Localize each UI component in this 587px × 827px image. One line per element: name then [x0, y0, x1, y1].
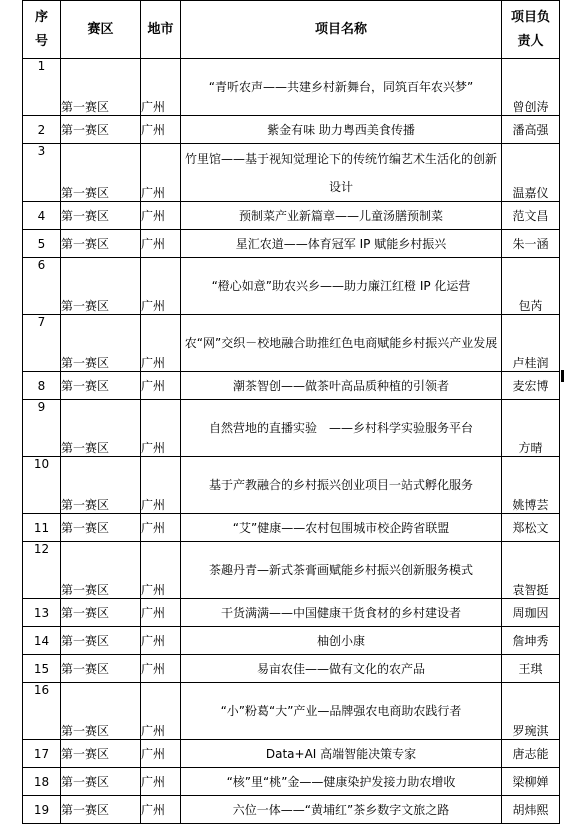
header-leader: 项目负责人: [502, 1, 560, 59]
row-city: 广州: [141, 655, 181, 683]
row-number: 19: [23, 796, 61, 824]
row-number: 2: [23, 116, 61, 144]
row-leader: 唐志能: [502, 740, 560, 768]
row-number: 3: [23, 144, 61, 202]
row-project-name: 竹里馆——基于视知觉理论下的传统竹编艺术生活化的创新设计: [181, 144, 502, 202]
row-project-name: “青听农声——共建乡村新舞台，同筑百年农兴梦”: [181, 59, 502, 116]
row-number: 18: [23, 768, 61, 796]
row-leader: 郑松文: [502, 514, 560, 542]
row-project-name: 茶趣丹青—新式茶膏画赋能乡村振兴创新服务模式: [181, 542, 502, 599]
row-leader: 周珈因: [502, 599, 560, 627]
row-project-name: “橙心如意”助农兴乡——助力廉江红橙 IP 化运营: [181, 258, 502, 315]
row-leader: 曾创涛: [502, 59, 560, 116]
row-project-name: Data+AI 高端智能决策专家: [181, 740, 502, 768]
row-division: 第一赛区: [61, 655, 141, 683]
row-leader: 范文昌: [502, 202, 560, 230]
row-leader: 潘高强: [502, 116, 560, 144]
row-project-name: 星汇农道——体育冠军 IP 赋能乡村振兴: [181, 230, 502, 258]
table-row: [23, 400, 560, 457]
row-city: 广州: [141, 627, 181, 655]
row-leader: 包芮: [502, 258, 560, 315]
row-division: 第一赛区: [61, 202, 141, 230]
row-project-name: 易亩农佳——做有文化的农产品: [181, 655, 502, 683]
row-city: 广州: [141, 372, 181, 400]
row-city: 广州: [141, 258, 181, 315]
row-division: 第一赛区: [61, 683, 141, 740]
header-project: 项目名称: [181, 1, 502, 59]
row-division: 第一赛区: [61, 230, 141, 258]
row-division: 第一赛区: [61, 315, 141, 372]
row-number: 9: [23, 400, 61, 457]
header-division: 赛区: [61, 1, 141, 59]
row-number: 17: [23, 740, 61, 768]
table-row: [23, 796, 560, 824]
row-city: 广州: [141, 514, 181, 542]
table-row: [23, 59, 560, 116]
row-project-name: 农“网”交织－校地融合助推红色电商赋能乡村振兴产业发展: [181, 315, 502, 372]
row-project-name: 柚创小康: [181, 627, 502, 655]
row-number: 6: [23, 258, 61, 315]
row-division: 第一赛区: [61, 258, 141, 315]
row-leader: 方晴: [502, 400, 560, 457]
row-city: 广州: [141, 542, 181, 599]
row-leader: 詹坤秀: [502, 627, 560, 655]
row-number: 7: [23, 315, 61, 372]
row-number: 1: [23, 59, 61, 116]
table-row: [23, 315, 560, 372]
row-number: 5: [23, 230, 61, 258]
project-table: [22, 0, 560, 824]
row-division: 第一赛区: [61, 59, 141, 116]
row-division: 第一赛区: [61, 740, 141, 768]
table-row: [23, 372, 560, 400]
row-project-name: 六位一体——“黄埔红”茶乡数字文旅之路: [181, 796, 502, 824]
row-city: 广州: [141, 315, 181, 372]
row-leader: 胡炜熙: [502, 796, 560, 824]
row-leader: 卢桂润: [502, 315, 560, 372]
row-leader: 袁智挺: [502, 542, 560, 599]
table-row: [23, 457, 560, 514]
row-division: 第一赛区: [61, 372, 141, 400]
row-leader: 朱一涵: [502, 230, 560, 258]
row-city: 广州: [141, 144, 181, 202]
row-division: 第一赛区: [61, 514, 141, 542]
row-number: 16: [23, 683, 61, 740]
row-project-name: 干货满满——中国健康干货食材的乡村建设者: [181, 599, 502, 627]
header-no: 序号: [23, 1, 61, 59]
table-row: [23, 202, 560, 230]
row-number: 12: [23, 542, 61, 599]
page-edge-marker: [561, 370, 564, 382]
row-division: 第一赛区: [61, 116, 141, 144]
row-number: 4: [23, 202, 61, 230]
table-row: [23, 144, 560, 202]
table-row: [23, 514, 560, 542]
row-division: 第一赛区: [61, 768, 141, 796]
row-project-name: “核”里“桃”金——健康染护发接力助农增收: [181, 768, 502, 796]
table-row: [23, 116, 560, 144]
row-number: 13: [23, 599, 61, 627]
table-row: [23, 683, 560, 740]
row-city: 广州: [141, 796, 181, 824]
row-project-name: 紫金有味 助力粤西美食传播: [181, 116, 502, 144]
row-division: 第一赛区: [61, 627, 141, 655]
table-row: [23, 258, 560, 315]
row-project-name: “艾”健康——农村包围城市校企跨省联盟: [181, 514, 502, 542]
row-city: 广州: [141, 116, 181, 144]
row-city: 广州: [141, 768, 181, 796]
row-number: 11: [23, 514, 61, 542]
row-leader: 梁柳婵: [502, 768, 560, 796]
table-row: [23, 599, 560, 627]
table-body: [23, 59, 560, 824]
row-number: 15: [23, 655, 61, 683]
header-city: 地市: [141, 1, 181, 59]
table-row: [23, 740, 560, 768]
row-city: 广州: [141, 202, 181, 230]
row-city: 广州: [141, 740, 181, 768]
row-city: 广州: [141, 683, 181, 740]
row-city: 广州: [141, 599, 181, 627]
row-division: 第一赛区: [61, 400, 141, 457]
row-project-name: 自然营地的直播实验 ——乡村科学实验服务平台: [181, 400, 502, 457]
row-city: 广州: [141, 59, 181, 116]
row-leader: 温嘉仪: [502, 144, 560, 202]
row-leader: 姚博芸: [502, 457, 560, 514]
row-leader: 王琪: [502, 655, 560, 683]
row-project-name: 基于产教融合的乡村振兴创业项目一站式孵化服务: [181, 457, 502, 514]
row-city: 广州: [141, 400, 181, 457]
header-row: [23, 1, 560, 59]
row-division: 第一赛区: [61, 144, 141, 202]
table-row: [23, 768, 560, 796]
row-leader: 罗琬淇: [502, 683, 560, 740]
row-city: 广州: [141, 230, 181, 258]
row-project-name: “小”粉葛“大”产业—品牌强农电商助农践行者: [181, 683, 502, 740]
row-project-name: 潮茶智创——做茶叶高品质种植的引领者: [181, 372, 502, 400]
table-row: [23, 230, 560, 258]
row-leader: 麦宏博: [502, 372, 560, 400]
row-division: 第一赛区: [61, 796, 141, 824]
table-row: [23, 542, 560, 599]
table-row: [23, 655, 560, 683]
row-project-name: 预制菜产业新篇章——儿童汤膳预制菜: [181, 202, 502, 230]
row-city: 广州: [141, 457, 181, 514]
row-division: 第一赛区: [61, 542, 141, 599]
row-division: 第一赛区: [61, 457, 141, 514]
table-row: [23, 627, 560, 655]
row-number: 8: [23, 372, 61, 400]
row-number: 14: [23, 627, 61, 655]
row-division: 第一赛区: [61, 599, 141, 627]
row-number: 10: [23, 457, 61, 514]
